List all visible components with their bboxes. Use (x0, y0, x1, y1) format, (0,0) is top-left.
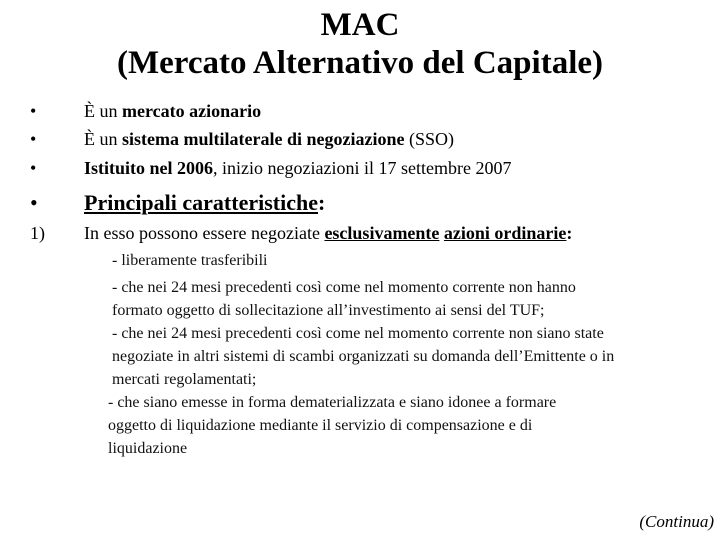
bullet-icon: • (30, 101, 37, 121)
sub-item: - che siano emesse in forma dematerializzata e siano idonee a formare oggetto di liquidazione mediante il servizio di compensazione e di liquidazione (108, 394, 557, 457)
sub-item: - liberamente trasferibili (112, 252, 268, 269)
bullet-icon: • (30, 158, 37, 178)
item-number: 1) (30, 223, 45, 243)
slide-title: MAC (320, 7, 400, 43)
bullet-icon: • (30, 190, 38, 215)
slide-subtitle: (Mercato Alternativo del Capitale) (116, 45, 603, 81)
bullet-icon: • (30, 129, 37, 149)
continua-label: (Continua) (639, 512, 714, 531)
sub-item: - che nei 24 mesi precedenti così come nel momento corrente non siano state negoziate in altri sistemi di scambi organizzati su domanda dell’Emittente o in mercati regolamentati; (112, 325, 615, 388)
sub-item: - che nei 24 mesi precedenti così come nel momento corrente non hanno formato oggetto di sollecitazione all’investimento ai sensi del TUF; (112, 279, 576, 319)
